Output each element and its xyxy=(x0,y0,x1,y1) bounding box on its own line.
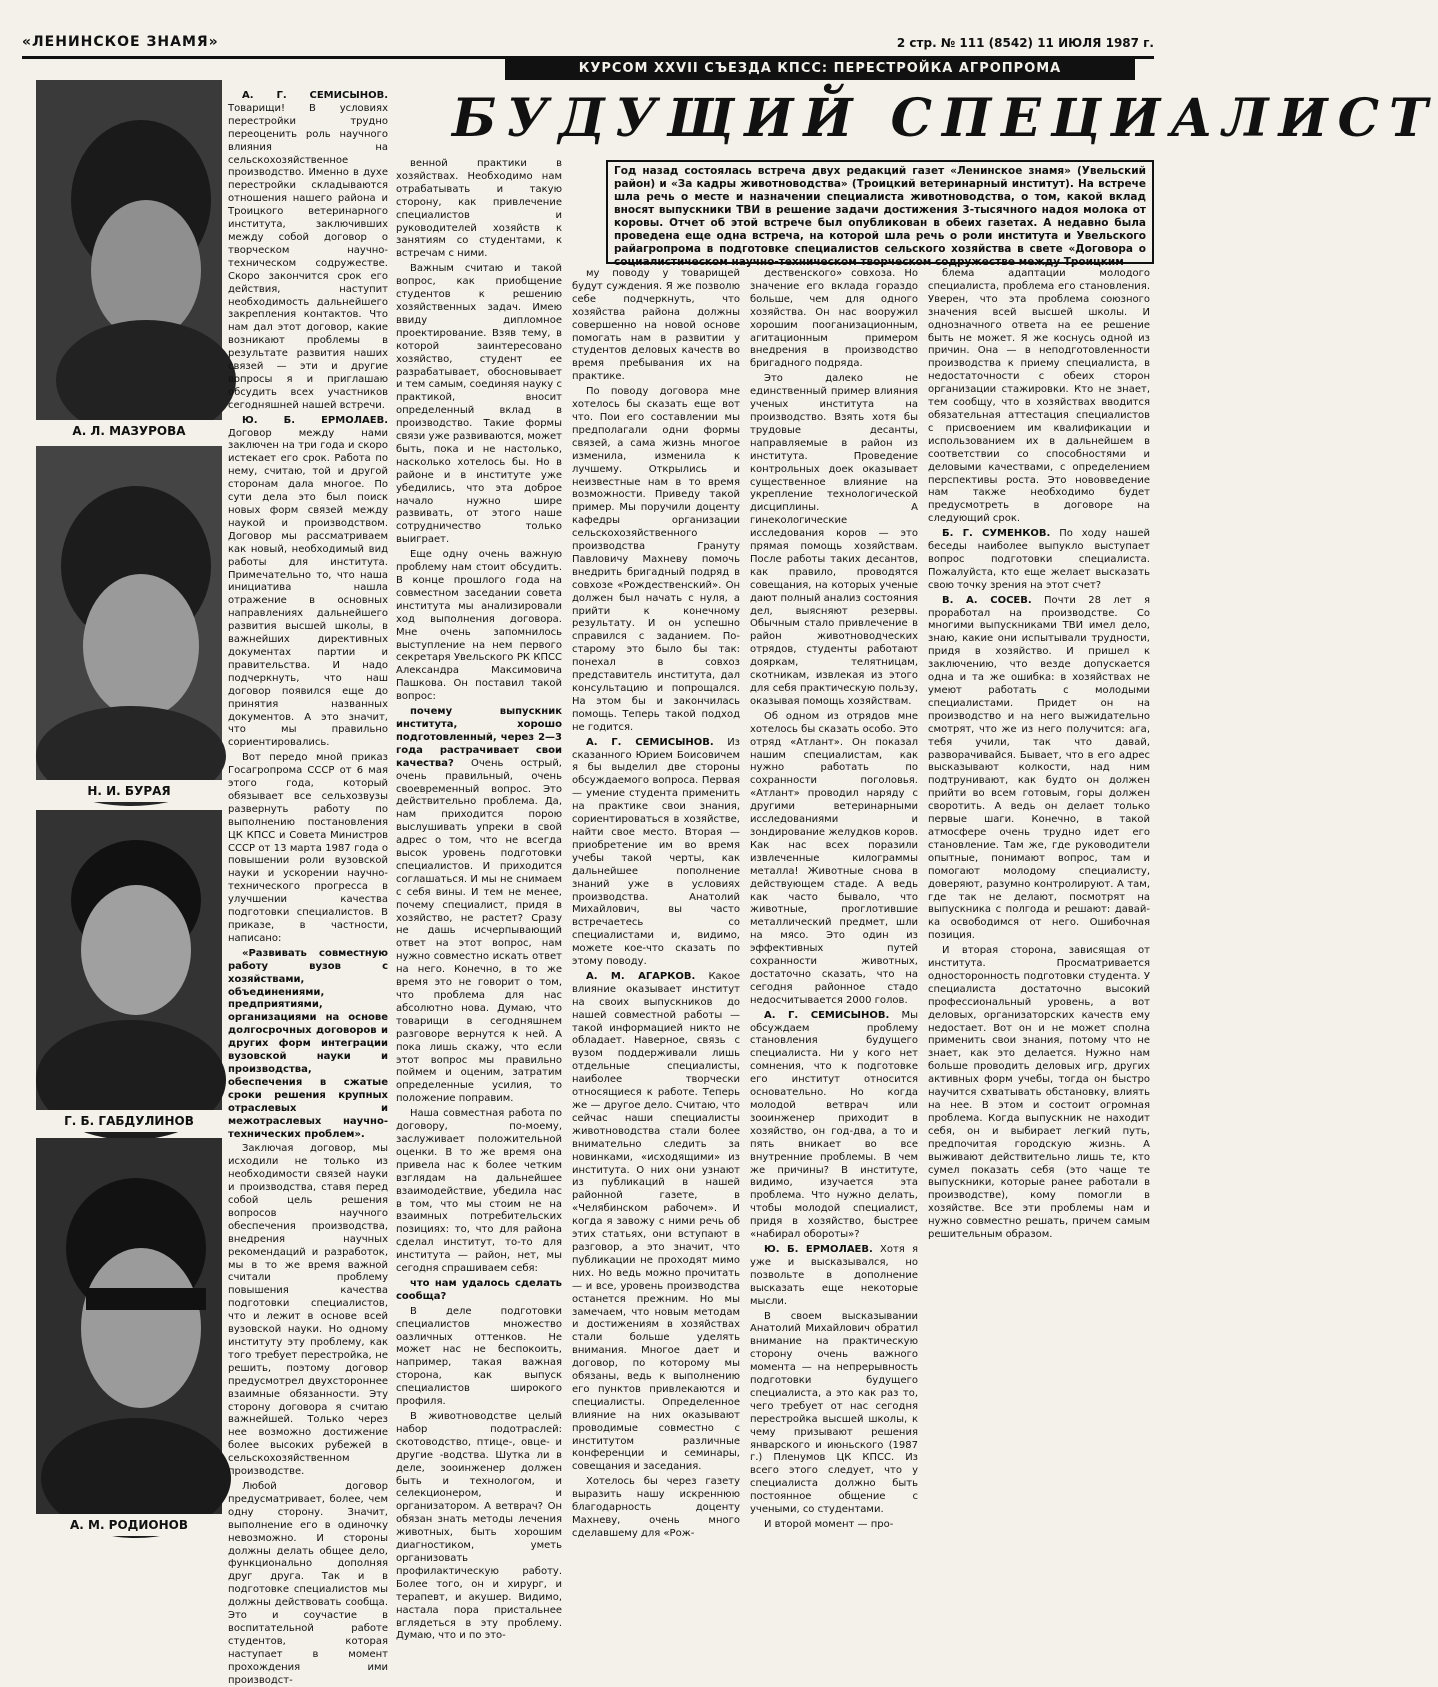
body-text: Еще одну очень важную проблему нам стоит обсудить. В конце прошлого года на совместном заседании совета института мы анализировали ход выполнения договора. Мне очень запомнилось выступление на нем первого секретаря Увельского РК КПСС Александра Максимовича Пашкова. Он поставил такой вопрос: xyxy=(396,549,562,703)
speaker-name: А. М. АГАРКОВ. xyxy=(586,970,696,982)
paragraph xyxy=(928,528,1150,593)
article-headline: БУДУЩИЙ СПЕЦИАЛИСТ xyxy=(452,88,1438,149)
paragraph xyxy=(572,1476,740,1541)
caption-2: Н. И. БУРАЯ xyxy=(36,780,222,802)
paragraph xyxy=(750,1244,918,1309)
paragraph xyxy=(396,549,562,704)
paragraph xyxy=(396,1108,562,1276)
speaker-name: А. Г. СЕМИСЫНОВ. xyxy=(586,736,714,748)
body-text: И второй момент — про- xyxy=(764,1519,894,1530)
body-text: И вторая сторона, зависящая от института. Просматривается односторонность подготовки студента. У специалиста достаточно высокий профессиональный уровень, а вот деловых, организаторских качеств ему недостает. Вот он и не может сполна применить свои знания, потому что не знает, как это делается. Нужно нам больше проводить деловых игр, других активных форм учебы, тогда он быстро научится схватывать обстановку, влиять на нее. В этом и состоит огромная проблема. Когда выпускник не находит себя, он и выбирает легкий путь, предпочитая городскую жизнь. А выживают действительно лишь те, кто сумел показать себя (это чаще те выпускники, которые ранее работали в производстве), кому помогли в хозяйстве. Все эти проблемы нам и нужно совместно решать, причем самым решительным образом. xyxy=(928,945,1150,1241)
body-text: Очень острый, очень правильный, очень своевременный вопрос. Это действительно проблема. Да, нам приходится порою выслушивать упреки в свой адрес о том, что не всегда высок уровень подготовки специалистов. И приходится соглашаться. И мы не снимаем с себя вины. И тем не менее, почему специалист, придя в хозяйство, не растет? Сразу не дашь исчерпывающий ответ на этот вопрос, нам нужно совместно искать ответ на него. Конечно, в то же время это не говорит о том, что проблема для нас абсолютно нова. Думаю, что товарищи в сегодняшнем разговоре вернутся к ней. А пока лишь скажу, что если этот вопрос мы правильно поймем и оценим, затратим определенные усилия, то положение поправим. xyxy=(396,757,562,1105)
paragraph xyxy=(396,158,562,261)
paragraph xyxy=(228,1143,388,1479)
article-lead: Год назад состоялась встреча двух редакций газет «Ленинское знамя» (Увельский район) и «За кадры животноводства» (Троицкий ветеринарный институт). На встрече шла речь о месте и назначении специалиста животноводства, о том, какой вклад вносят выпускники ТВИ в решение задачи достижения 3-тысячного надоя молока от коровы. Отчет об этой встрече был опубликован в обеих газетах. А недавно была проведена еще одна встреча, на которой шла речь о роли института и Увельского райагропрома в подготовке специалистов сельского хозяйства в свете «Договора о социалистическом научно-техническом творческом содружестве между Троицким xyxy=(606,160,1154,264)
text-column-4 xyxy=(750,268,918,1624)
portrait-icon xyxy=(36,810,222,1110)
newspaper-name: «ЛЕНИНСКОЕ ЗНАМЯ» xyxy=(22,34,219,50)
paragraph xyxy=(572,737,740,969)
caption-1: А. Л. МАЗУРОВА xyxy=(36,420,222,442)
section-banner: КУРСОМ XXVII СЪЕЗДА КПСС: ПЕРЕСТРОЙКА АГРОПРОМА xyxy=(505,58,1135,80)
caption-4: А. М. РОДИОНОВ xyxy=(36,1514,222,1536)
paragraph xyxy=(928,268,1150,526)
text-column-1 xyxy=(228,90,388,1686)
paragraph xyxy=(750,268,918,371)
body-text: блема адаптации молодого специалиста, проблема его становления. Уверен, что эта проблема союзного значения всей высшей школы. И однозначного ответа на ее решение быть не может. Я же коснусь одной из причин. Она — в неподготовленности производства к приему специалиста, в недостаточности с обеих сторон организации стажировки. Кто не знает, тем сообщу, что в хозяйствах вводится обязательная аттестация специалистов с присвоением им квалификации и использованием их в дальнейшем в соответствии со способностями и деловыми качествами, с определением перспективы роста. Это нововведение нам также необходимо будет предусмотреть в договоре на следующий срок. xyxy=(928,268,1150,525)
body-text: венной практики в хозяйствах. Необходимо нам отрабатывать и такую сторону, как привлечение специалистов и руководителей хозяйств к занятиям со студентами, к встречам с ними. xyxy=(396,158,562,260)
body-text: Хотя я уже и высказывался, но позвольте в дополнение высказать еще некоторые мысли. xyxy=(750,1243,918,1307)
portrait-photo-4 xyxy=(36,1138,222,1514)
paragraph xyxy=(928,595,1150,943)
speaker-name: Ю. Б. ЕРМОЛАЕВ. xyxy=(242,414,388,426)
text-column-2 xyxy=(396,158,562,1642)
text-column-5 xyxy=(928,268,1150,1624)
paragraph xyxy=(572,971,740,1474)
portrait-photo-1 xyxy=(36,80,222,428)
body-text: Наша совместная работа по договору, по-моему, заслуживает положительной оценки. В то же время она привела нас к более четким взглядам на дальнейшее взаимодействие, убедила нас в том, что мы стоим не на взаимных потребительских позициях: то, что для района сделал институт, то-то для института — район, нет, мы сегодня спрашиваем себя: xyxy=(396,1108,562,1275)
body-text: Товарищи! В условиях перестройки трудно переоценить роль научного влияния на сельскохозяйственное производство. Именно в духе перестройки складываются отношения нашего района и Троицкого ветеринарного института, заключивших между собой договор о творческом научно-техническом содружестве. Скоро закончится срок его действия, наступит необходимость дальнейшего закрепления контактов. Что нам дал этот договор, какие возникают проблемы в результате развития наших связей — эти и другие вопросы я и приглашаю обсудить всех участников сегодняшней нашей встречи. xyxy=(228,102,388,411)
body-text: Договор между нами заключен на три года и скоро истекает его срок. Работа по нему, считаю, той и другой сторонам дала многое. По сути дела это был поиск новых форм связей между наукой и производством. Договор мы рассматриваем как новый, необходимый вид работы для института. Примечательно то, что наша инициатива нашла отражение в основных направлениях дальнейшего развития высшей школы, в важнейших директивных документах партии и правительства. И надо подчеркнуть, что наш договор появился еще до принятия названных документов. А это значит, что мы правильно сориентировались. xyxy=(228,427,388,749)
paragraph xyxy=(750,1519,918,1532)
paragraph xyxy=(928,945,1150,1242)
paragraph xyxy=(228,752,388,946)
body-text: Это далеко не единственный пример влияния ученых института на производство. Взять хотя бы трудовые десанты, направляемые в район из института. Проведение контрольных доек оказывает существенное влияние на укрепление технологической дисциплины. А гинекологические исследования коров — это прямая помощь хозяйствам. После работы таких десантов, как правило, проводятся совещания, на которых ученые дают полный анализ состояния дел, выясняют резервы. Обычным стало привлечение в район животноводческих отрядов, студенты работают дояркам, телятницам, скотникам, извлекая из этого для себя практическую пользу, оказывая помощь хозяйствам. xyxy=(750,373,918,707)
paragraph xyxy=(750,1311,918,1518)
portrait-photo-3 xyxy=(36,810,222,1110)
emphasis-text: почему выпускник института, хорошо подготовленный, через 2—3 года растрачивает свои качества? xyxy=(396,706,562,769)
emphasis-text: что нам удалось сделать сообща? xyxy=(396,1277,562,1302)
body-text: Почти 28 лет я проработал на производстве. Со многими выпускниками ТВИ имел дело, знаю, какие они испытывали трудности, придя в хозяйство. И пришел к заключению, что везде допускается одна и та же ошибка: в хозяйствах не умеют работать с молодыми специалистами. Придет он на производство и на него выжидательно смотрят, что же из него получится: ага, тебя учили, так что давай, разворачивайся. Бывает, что в его адрес высказывают колкости, над ним подтрунивают, как будто он должен прийти во всем готовым, горы должен своротить. А ведь он делает только первые шаги. Конечно, в такой атмосфере очень трудно идет его становление. Там же, где руководители опытные, понимают вопрос, там и помогают молодому специалисту, доверяют, разумно контролируют. А там, где так не делают, посмотрят на выпускника с полгода и решают: давай-ка освободимся от него. Ошибочная позиция. xyxy=(928,594,1150,942)
speaker-name: А. Г. СЕМИСЫНОВ. xyxy=(242,90,388,101)
emphasis-text: «Развивать совместную работу вузов с хозяйствами, объединениями, предприятиями, организациями на основе долгосрочных договоров и других форм интеграции вузовской науки и производства, обеспечения в сжатые сроки решения крупных отраслевых и межотраслевых научно-технических проблем». xyxy=(228,947,388,1140)
paragraph xyxy=(750,1010,918,1242)
paragraph xyxy=(228,415,388,751)
paragraph xyxy=(572,268,740,384)
body-text: Заключая договор, мы исходили не только из необходимости связей науки и производства, ставя перед собой цель решения вопросов научного обеспечения производства, внедрения научных рекомендаций и разработок, мы в то же время важной считали проблему повышения качества подготовки специалистов, что и лежит в основе всей вузовской науки. Но одному институту эту проблему, как того требует перестройка, не решить, поэтому договор предусмотрел двухстороннее взаимные обязанности. Эту сторону договора я считаю важнейшей. Только через нее возможно достижение более высоких рубежей в сельскохозяйственном производстве. xyxy=(228,1143,388,1478)
masthead xyxy=(22,30,1154,56)
paragraph xyxy=(750,373,918,709)
body-text: По ходу нашей беседы наиболее выпукло выступает вопрос подготовки специалиста. Пожалуйста, кто еще желает высказать свою точку зрения на этот счет? xyxy=(928,528,1150,591)
issue-meta: 2 стр. № 111 (8542) 11 ИЮЛЯ 1987 г. xyxy=(896,36,1154,50)
body-text: Важным считаю и такой вопрос, как приобщение студентов к решению хозяйственных задач. Имею ввиду дипломное проектирование. Взяв тему, в которой заинтересовано хозяйство, студент ее разрабатывает, обосновывает и тем самым, соединяя науку с практикой, вносит определенный вклад в производство. Такие формы связи уже развиваются, может быть, пока и не настолько, насколько хотелось бы. Но в районе и в институте уже убедились, что эта доброе начало нужно шире развивать, от этого наше сотрудничество только выиграет. xyxy=(396,263,562,546)
paragraph xyxy=(396,1306,562,1409)
paragraph xyxy=(396,1411,562,1643)
body-text: Хотелось бы через газету выразить нашу искреннюю благодарность доценту Махневу, очень много сделавшему для «Рож- xyxy=(572,1476,740,1539)
body-text: В деле подготовки специалистов множество оазличных оттенков. Не может нас не беспокоить, например, такая важная сторона, как выпуск специалистов широкого профиля. xyxy=(396,1305,562,1408)
speaker-name: В. А. СОСЕВ. xyxy=(942,594,1032,606)
body-text: По поводу договора мне хотелось бы сказать еще вот что. Пои его составлении мы предполагали одни формы связей, а сама жизнь многое изменила, изменила к лучшему. Открылись и неизвестные нам в то время возможности. Приведу такой пример. Мы поручили доценту кафедры организации сельскохозяйственного производства Грануту Павловичу Махневу помочь внедрить бригадный подряд в совхозе «Рождественский». Он должен был начать с нуля, а прийти к конечному результату. И он успешно справился с заданием. По-старому это было бы так: понехал в совхоз представитель института, дал консультацию и попрощался. На этом бы и закончилась помощь. Теперь такой подход не годится. xyxy=(572,386,740,733)
paragraph xyxy=(396,1278,562,1304)
body-text: В животноводстве целый набор подотраслей: скотоводство, птице-, овце- и другие -водства. Шутка ли в деле, зооинженер должен быть и технологом, и селекционером, и организатором. А ветврач? Он обязан знать методы лечения животных, быть хорошим диагностиком, уметь организовать профилактическую работу. Более того, он и хирург, и терапевт, и акушер. Видимо, настала пора пристальнее вглядеться в эту проблему. Думаю, что и по это- xyxy=(396,1411,562,1642)
paragraph xyxy=(396,706,562,1106)
body-text: Вот передо мной приказ Госагропрома СССР от 6 мая этого года, который обязывает все сельхозвузы развернуть работу по выполнению постановления ЦК КПСС и Совета Министров СССР от 13 марта 1987 года о повышении роли вузовской науки и ускорении научно-технического прогресса в улучшении качества подготовки специалистов. В приказе, в частности, написано: xyxy=(228,752,388,944)
body-text: Из сказанного Юрием Боисовичем я бы выделил две стороны обсуждаемого вопроса. Первая — умение студента применить на практике свои знания, сориентироваться в хозяйстве, найти свое место. Вторая — приобретение им во время учебы такой черты, как дальнейшее пополнение знаний уже в условиях производства. Анатолий Михайлович, вы часто встречаетесь со специалистами и, видимо, можете кое-что сказать по этому поводу. xyxy=(572,736,740,968)
body-text: Какое влияние оказывает институт на своих выпускников до нашей совместной работы — такой информацией никто не обладает. Наверное, связь с вузом поддерживали лишь отдельные специалисты, наиболее творчески относящиеся к работе. Теперь же — другое дело. Считаю, что сейчас наши специалисты животноводства стали более внимательно следить за новинками, «исходящими» из института. О них они узнают из публикаций в нашей районной газете, в «Челябинском рабочем». И когда я завожу с ними речь об этих статьях, они вступают в разговор, а это значит, что публикации не проходят мимо них. Но ведь можно прочитать — и все, уровень производства останется прежним. Но мы замечаем, что новым методам и достижениям в хозяйствах стали больше уделять внимания. Многое дает и договор, по которому мы обязаны, ведь к выполнению его пунктов привлекаются и специалисты. Определенное влияние на них оказывают проводимые совместно с институтом различные конференции и семинары, совещания и заседания. xyxy=(572,970,740,1473)
portrait-icon xyxy=(36,80,222,428)
paragraph xyxy=(572,386,740,734)
caption-3: Г. Б. ГАБДУЛИНОВ xyxy=(36,1110,222,1132)
portrait-icon xyxy=(36,446,222,786)
paragraph xyxy=(228,948,388,1142)
body-text: Мы обсуждаем проблему становления будущего специалиста. Ни у кого нет сомнения, что к подготовке его институт относится основательно. Но когда молодой ветврач или зооинженер приходит в хозяйство, он год-два, а то и пять вникает во все внутренние проблемы. В чем же причины? В институте, видимо, изучается эта проблема. Что нужно делать, чтобы молодой специалист, придя в хозяйство, быстрее «набирал обороты»? xyxy=(750,1009,919,1241)
body-text: В своем высказывании Анатолий Михайлович обратил внимание на практическую сторону очень важного момента — на непрерывность подготовки будущего специалиста, а это как раз то, чего требует от нас сегодня перестройка высшей школы, к чему призывают решения январского и июньского (1987 г.) Пленумов ЦК КПСС. Из всего этого следует, что у специалиста должно быть постоянное общение с учеными, со студентами. xyxy=(750,1310,918,1516)
body-text: му поводу у товарищей будут суждения. Я же позволю себе подчеркнуть, что хозяйства района должны совершенно на новой основе помогать нам в развитии у студентов деловых качеств во время пребывания их на практике. xyxy=(572,268,740,383)
body-text: дественского» совхоза. Но значение его вклада гораздо больше, чем для одного хозяйства. Он нас вооружил хорошим пооганизационным, агитационным примером внедрения в производство бригадного подряда. xyxy=(750,268,918,370)
paragraph xyxy=(750,711,918,1008)
speaker-name: А. Г. СЕМИСЫНОВ. xyxy=(764,1009,890,1021)
paragraph xyxy=(396,263,562,547)
body-text: Любой договор предусматривает, более, чем одну сторону. Значит, выполнение его в одиночку невозможно. И стороны должны делать общее дело, функционально дополняя друг друга. Так и в подготовке специалистов мы должны действовать сообща. Это и соучастие в воспитательной работе студентов, которая наступает в момент прохождения ими производст- xyxy=(228,1480,388,1686)
text-column-3 xyxy=(572,268,740,1624)
portrait-photo-2 xyxy=(36,446,222,786)
speaker-name: Б. Г. СУМЕНКОВ. xyxy=(942,528,1051,540)
portrait-icon xyxy=(36,1138,222,1514)
speaker-name: Ю. Б. ЕРМОЛАЕВ. xyxy=(764,1243,873,1255)
paragraph xyxy=(228,90,388,413)
body-text: Об одном из отрядов мне хотелось бы сказать особо. Это отряд «Атлант». Он показал нашим специалистам, как нужно работать по сохранности поголовья. «Атлант» проводил наряду с другими ветеринарными исследованиями и зондирование желудков коров. Как нас всех поразили извлеченные килограммы металла! Животные снова в действующем стаде. А ведь как часто бывало, что животные, проглотившие металлический предмет, шли на мясо. Это один из эффективных путей сохранности животных, достаточно сказать, что на сегодня районное стадо недосчитывается 2000 голов. xyxy=(750,710,918,1006)
paragraph xyxy=(228,1481,388,1687)
